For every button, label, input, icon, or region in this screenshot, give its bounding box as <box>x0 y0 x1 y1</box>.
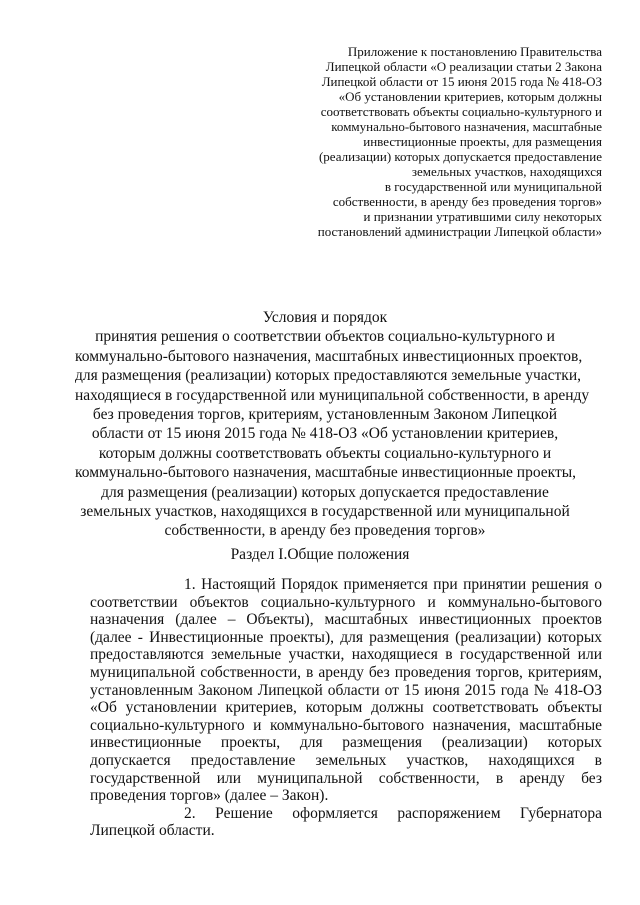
appendix-line: собственности, в аренду без проведения торгов» <box>332 194 602 209</box>
appendix-line: постановлений администрации Липецкой области» <box>317 224 602 239</box>
title-line: области от 15 июня 2015 года № 418-ОЗ «Об установлении критериев, <box>91 425 559 443</box>
paragraph-text: Решение оформляется распоряжением Губернатора Липецкой области. <box>90 804 602 840</box>
paragraph-2 <box>90 805 602 840</box>
title-line: находящиеся в государственной или муниципальной собственности, в аренду <box>75 386 590 404</box>
document-body <box>90 576 602 840</box>
appendix-line: земельных участков, находящихся <box>411 164 602 179</box>
title-line: для размещения (реализации) которых предоставляются земельные участки, <box>75 367 582 385</box>
appendix-line: соответствовать объекты социально-культурного и <box>320 104 602 119</box>
appendix-line: «Об установлении критериев, которым должны <box>338 89 602 104</box>
appendix-line: и признании утратившими силу некоторых <box>363 209 602 224</box>
appendix-line: Липецкой области от 15 июня 2015 года № 418-ОЗ <box>321 74 602 89</box>
title-line: Условия и порядок <box>262 309 388 326</box>
document-title <box>75 308 590 541</box>
paragraph-text: Настоящий Порядок применяется при принятии решения о соответствии объектов социально-культурного и коммунально-бытового назначения (далее – Объекты), масштабных инвестиционных проектов (далее - Инвестиционные проекты), для размещения (реализации) которых предоставляются земельные участки, находящиеся в государственной или муниципальной собственности, в аренду без проведения торгов, критериям, установленным Законом Липецкой области от 15 июня 2015 года № 418-ОЗ «Об установлении критериев, которым должны соответствовать объекты социально-культурного и коммунально-бытового назначения, масштабные инвестиционные проекты, для размещения (реализации) которых допускается предоставление земельных участков, находящихся в государственной или муниципальной собственности, в аренду без проведения торгов» (далее – Закон). <box>90 576 602 805</box>
title-line: коммунально-бытового назначения, масштабные инвестиционные проекты, <box>75 464 577 482</box>
title-line: которым должны соответствовать объекты социально-культурного и <box>98 444 552 462</box>
appendix-line: инвестиционные проекты, для размещения <box>363 134 602 149</box>
appendix-line: в государственной или муниципальной <box>384 179 602 194</box>
title-line: без проведения торгов, критериям, установленным Законом Липецкой <box>92 406 558 424</box>
section-heading: Раздел I.Общие положения <box>230 546 410 563</box>
title-line: для размещения (реализации) которых допускается предоставление <box>101 483 549 501</box>
appendix-note <box>272 44 602 239</box>
title-line: земельных участков, находящихся в государственной или муниципальной <box>80 503 570 521</box>
title-line: коммунально-бытового назначения, масштабных инвестиционных проектов, <box>75 347 583 365</box>
paragraph-number: 1. <box>184 576 196 593</box>
paragraph-number: 2. <box>184 804 196 822</box>
title-line: принятия решения о соответствии объектов социально-культурного и <box>95 328 555 346</box>
appendix-line: коммунально-бытового назначения, масштабные <box>331 119 602 134</box>
appendix-line: Приложение к постановлению Правительства <box>347 44 602 59</box>
paragraph-1 <box>90 576 602 805</box>
appendix-line: Липецкой области «О реализации статьи 2 Закона <box>325 59 602 74</box>
appendix-line: (реализации) которых допускается предоставление <box>318 149 602 164</box>
title-line: собственности, в аренду без проведения торгов» <box>164 522 486 540</box>
